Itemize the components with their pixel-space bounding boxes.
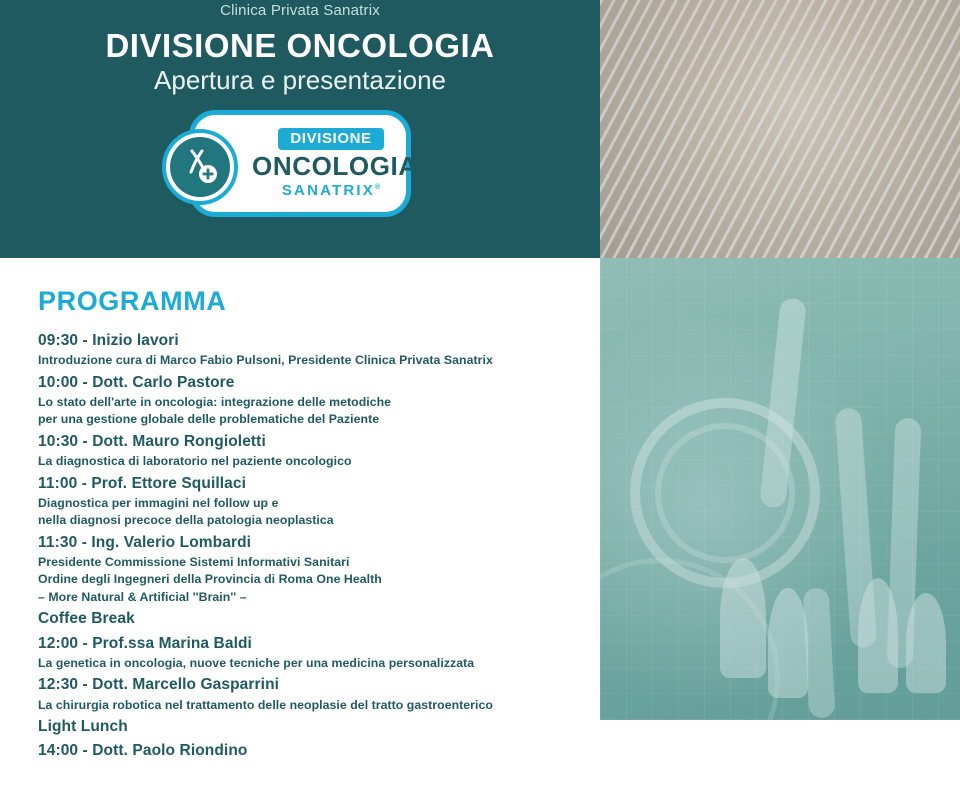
programme-entry-title: 14:00 - Dott. Paolo Riondino: [38, 742, 248, 760]
programme-entry: [38, 673, 566, 714]
programme-entry: [38, 739, 566, 762]
programme-entry: [38, 715, 566, 738]
logo-line-oncologia: ONCOLOGIA: [252, 150, 418, 181]
programme-entry-description: Lo stato dell'arte in oncologia: integrazione delle metodiche: [38, 394, 392, 409]
programme-entry-title: 11:30 - Ing. Valerio Lombardi: [38, 533, 252, 551]
logo-line-sanatrix: [252, 182, 410, 199]
programme-entry-description: Introduzione cura di Marco Fabio Pulsoni, Presidente Clinica Privata Sanatrix: [38, 353, 493, 368]
logo-brand-text: SANATRIX: [281, 182, 375, 200]
photo-column: [600, 0, 960, 720]
programme-entry-title: Coffee Break: [38, 610, 135, 628]
page-subtitle: Apertura e presentazione: [154, 64, 446, 95]
logo-line-divisione: DIVISIONE: [278, 128, 383, 150]
programme-entry-title: 10:30 - Dott. Mauro Rongioletti: [38, 432, 266, 450]
programme-entry: [38, 632, 566, 673]
programme-entry-title: 12:30 - Dott. Marcello Gasparrini: [38, 676, 280, 694]
photo-bottom-medical: [600, 258, 960, 720]
programme-entry-description: Ordine degli Ingegneri della Provincia di Roma One Health: [38, 572, 382, 587]
header-pretitle: Clinica Privata Sanatrix: [220, 2, 380, 19]
photo-top-texture: [600, 0, 960, 258]
logo-text: [252, 128, 418, 200]
programme-entry-description: Diagnostica per immagini nel follow up e: [38, 495, 279, 510]
poster-header: [0, 0, 600, 258]
programme-entry-title: Light Lunch: [38, 717, 128, 735]
programme-entry-description: La chirurgia robotica nel trattamento delle neoplasie del tratto gastroenterico: [38, 697, 493, 712]
programme-entry-title: 09:30 - Inizio lavori: [38, 332, 179, 349]
programme-entry-description: La genetica in oncologia, nuove tecniche per una medicina personalizzata: [38, 655, 475, 670]
programme-entry-title: 12:00 - Prof.ssa Marina Baldi: [38, 634, 252, 652]
logo-badge: [189, 110, 418, 217]
programme-entry-description: per una gestione globale delle problematiche del Paziente: [38, 412, 380, 427]
programme-entry-title: 10:00 - Dott. Carlo Pastore: [38, 373, 235, 391]
programme-entry-description: Presidente Commissione Sistemi Informativi Sanitari: [38, 554, 350, 569]
programme-entry-description: – More Natural & Artificial ''Brain'' –: [38, 589, 247, 604]
programme-heading: PROGRAMMA: [38, 286, 227, 316]
logo-mark-inner: [170, 137, 230, 197]
programme-section: [0, 258, 600, 760]
programme-entry: [38, 472, 566, 530]
programme-entry-description: nella diagnosi precoce della patologia neoplastica: [38, 513, 334, 528]
programme-entry: [38, 531, 566, 607]
page-title: DIVISIONE ONCOLOGIA: [105, 27, 495, 64]
programme-entry-description: La diagnostica di laboratorio nel paziente oncologico: [38, 454, 352, 469]
ribbon-cross-icon: [162, 129, 238, 205]
teal-overlay: [600, 258, 960, 720]
programme-entry-title: 11:00 - Prof. Ettore Squillaci: [38, 474, 247, 492]
trademark-symbol: ®: [375, 184, 381, 192]
programme-entry: [38, 329, 566, 370]
programme-entry: [38, 430, 566, 471]
programme-entry: [38, 607, 566, 630]
programme-entry: [38, 371, 566, 429]
programme-list: [38, 329, 566, 762]
